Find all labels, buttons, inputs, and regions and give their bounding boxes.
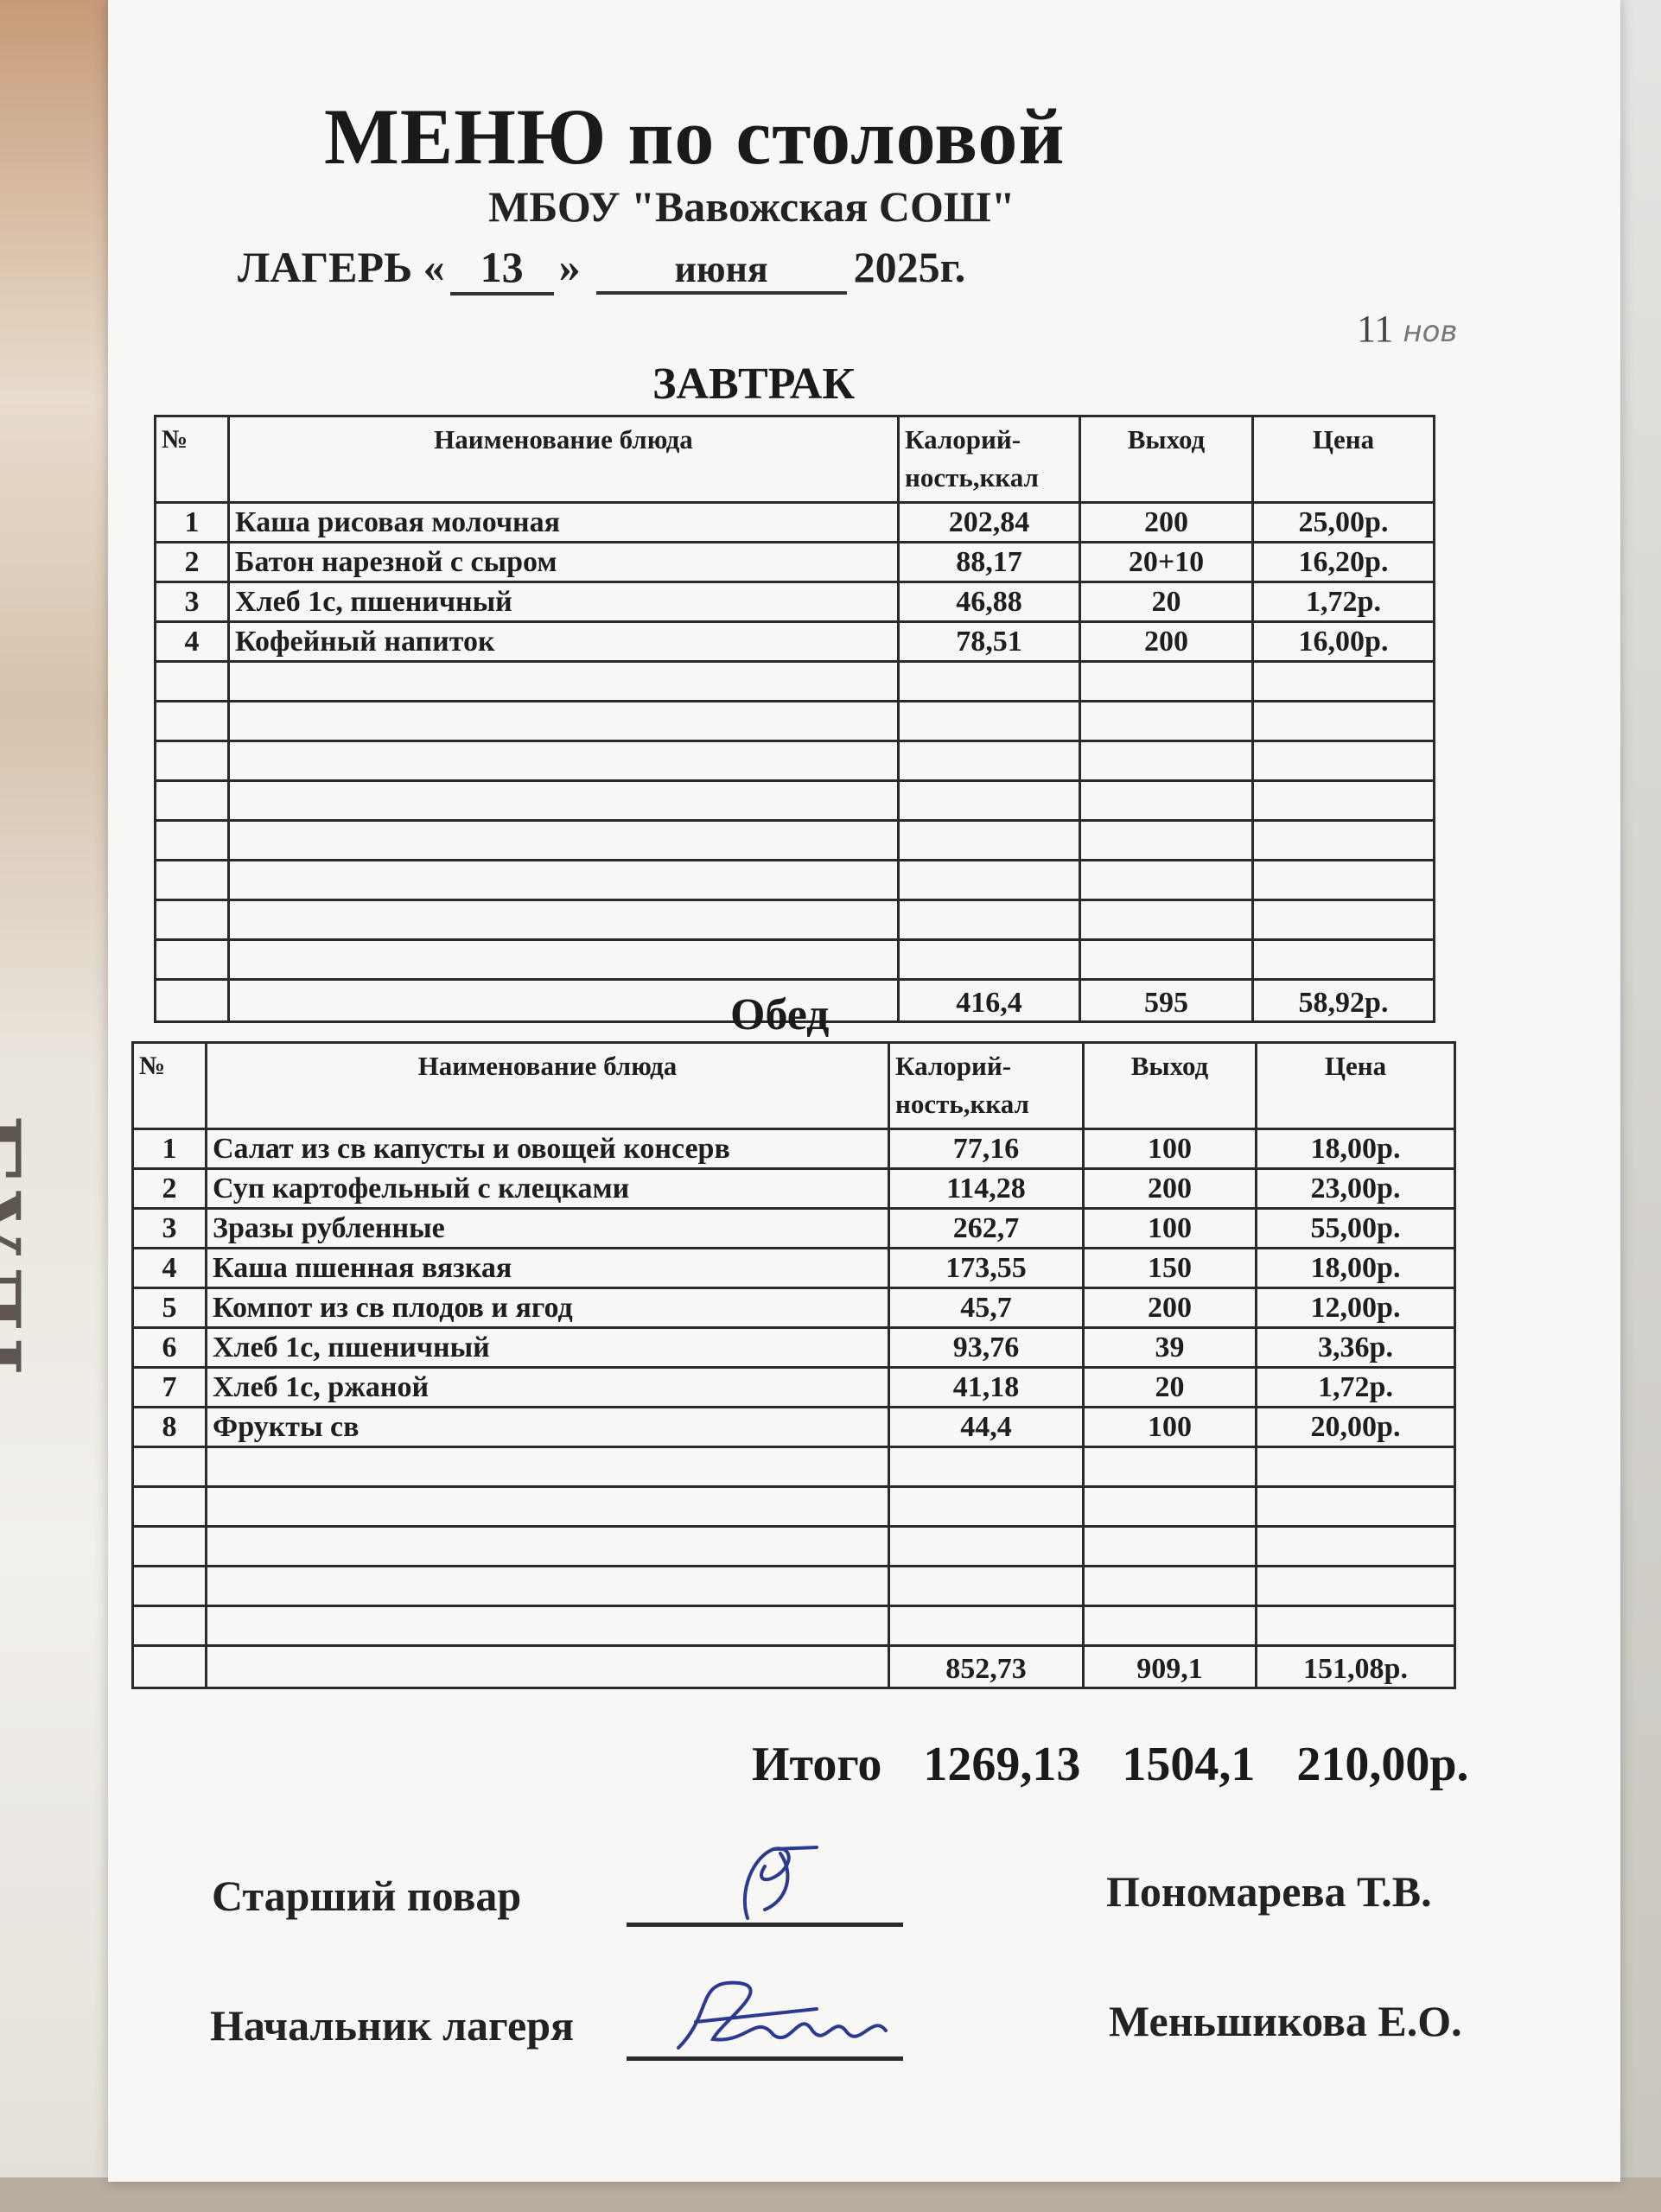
- lunch-title: Обед: [730, 990, 830, 1039]
- page-title: МЕНЮ по столовой: [324, 92, 1066, 181]
- empty-cell: [207, 1606, 889, 1646]
- lunch-table: [131, 1041, 1456, 1689]
- total-calories: 416,4: [899, 980, 1080, 1022]
- empty-cell: [1253, 702, 1435, 741]
- table-row: [156, 543, 1435, 582]
- empty-cell: [1084, 1567, 1257, 1606]
- cell-output: 20: [1080, 582, 1253, 622]
- empty-cell: [156, 821, 229, 861]
- cell-name: Хлеб 1с, ржаной: [207, 1368, 889, 1408]
- cell-price: 23,00р.: [1257, 1169, 1455, 1209]
- empty-cell: [229, 861, 899, 900]
- empty-cell: [156, 662, 229, 702]
- empty-cell: [229, 702, 899, 741]
- cell-price: 20,00р.: [1257, 1408, 1455, 1447]
- empty-cell: [133, 1606, 207, 1646]
- empty-cell: [899, 662, 1080, 702]
- cell-name: Зразы рубленные: [207, 1209, 889, 1249]
- cell-output: 200: [1084, 1169, 1257, 1209]
- cell-num: 1: [133, 1129, 207, 1169]
- empty-cell: [1253, 861, 1435, 900]
- camp-date-line: [238, 242, 965, 296]
- cell-calories: 262,7: [889, 1209, 1084, 1249]
- empty-cell: [1257, 1567, 1455, 1606]
- cell-price: 3,36р.: [1257, 1328, 1455, 1368]
- empty-row: [156, 741, 1435, 781]
- head-name: Меньшикова Е.О.: [1109, 1997, 1462, 2045]
- cell-name: Кофейный напиток: [229, 622, 899, 662]
- cell-price: 1,72р.: [1253, 582, 1435, 622]
- total-empty: [156, 980, 229, 1022]
- page-number: 11: [1357, 308, 1394, 350]
- empty-row: [156, 662, 1435, 702]
- cell-num: 5: [133, 1288, 207, 1328]
- cell-price: 25,00р.: [1253, 503, 1435, 543]
- grand-total-output: 1504,1: [1122, 1738, 1256, 1791]
- cell-output: 20: [1084, 1368, 1257, 1408]
- cell-calories: 202,84: [899, 503, 1080, 543]
- cell-calories: 173,55: [889, 1249, 1084, 1288]
- empty-cell: [1080, 741, 1253, 781]
- empty-cell: [156, 861, 229, 900]
- cell-output: 100: [1084, 1209, 1257, 1249]
- table-row: [156, 503, 1435, 543]
- cell-num: 1: [156, 503, 229, 543]
- cell-num: 8: [133, 1408, 207, 1447]
- empty-row: [133, 1567, 1455, 1606]
- empty-cell: [1084, 1447, 1257, 1487]
- cell-output: 100: [1084, 1129, 1257, 1169]
- table-row: [133, 1408, 1455, 1447]
- cell-output: 150: [1084, 1249, 1257, 1288]
- cell-calories: 46,88: [899, 582, 1080, 622]
- header-name: Наименование блюда: [207, 1043, 889, 1129]
- cell-calories: 88,17: [899, 543, 1080, 582]
- table-row: [133, 1368, 1455, 1408]
- cell-calories: 77,16: [889, 1129, 1084, 1169]
- cell-name: Хлеб 1с, пшеничный: [229, 582, 899, 622]
- empty-cell: [229, 821, 899, 861]
- camp-label: ЛАГЕРЬ «: [238, 243, 445, 291]
- cell-num: 7: [133, 1368, 207, 1408]
- empty-row: [133, 1447, 1455, 1487]
- empty-cell: [1257, 1487, 1455, 1527]
- empty-row: [156, 781, 1435, 821]
- table-row: [156, 582, 1435, 622]
- breakfast-title: ЗАВТРАК: [652, 359, 856, 409]
- empty-cell: [1080, 702, 1253, 741]
- cell-calories: 44,4: [889, 1408, 1084, 1447]
- lunch-header-row: [133, 1043, 1455, 1129]
- empty-cell: [1080, 662, 1253, 702]
- cell-price: 1,72р.: [1257, 1368, 1455, 1408]
- empty-row: [133, 1527, 1455, 1567]
- header-price: Цена: [1253, 416, 1435, 503]
- empty-cell: [229, 781, 899, 821]
- total-price: 58,92р.: [1253, 980, 1435, 1022]
- empty-cell: [889, 1447, 1084, 1487]
- empty-row: [156, 821, 1435, 861]
- table-row: [133, 1209, 1455, 1249]
- header-calories: Калорий-ность,ккал: [899, 416, 1080, 503]
- camp-year: 2025г.: [853, 243, 966, 291]
- empty-cell: [1253, 741, 1435, 781]
- cell-name: Хлеб 1с, пшеничный: [207, 1328, 889, 1368]
- grand-total-label: Итого: [752, 1738, 882, 1791]
- empty-cell: [1084, 1527, 1257, 1567]
- empty-cell: [1253, 662, 1435, 702]
- grand-total-price: 210,00р.: [1296, 1738, 1469, 1791]
- table-row: [133, 1328, 1455, 1368]
- background-side-text: [0, 1115, 54, 1166]
- empty-cell: [899, 702, 1080, 741]
- cell-price: 16,20р.: [1253, 543, 1435, 582]
- empty-cell: [1080, 940, 1253, 980]
- empty-cell: [1253, 781, 1435, 821]
- cell-num: 6: [133, 1328, 207, 1368]
- header-name: Наименование блюда: [229, 416, 899, 503]
- camp-month: июня: [596, 247, 847, 295]
- empty-row: [133, 1606, 1455, 1646]
- empty-cell: [229, 741, 899, 781]
- cell-calories: 45,7: [889, 1288, 1084, 1328]
- cell-name: Суп картофельный с клецками: [207, 1169, 889, 1209]
- cell-name: Компот из св плодов и ягод: [207, 1288, 889, 1328]
- empty-cell: [1253, 900, 1435, 940]
- empty-cell: [1080, 781, 1253, 821]
- chef-label: Старший повар: [212, 1872, 522, 1920]
- empty-row: [156, 861, 1435, 900]
- empty-cell: [899, 741, 1080, 781]
- grand-total-calories: 1269,13: [923, 1738, 1081, 1791]
- empty-cell: [133, 1447, 207, 1487]
- cell-num: 4: [133, 1249, 207, 1288]
- cell-price: 18,00р.: [1257, 1129, 1455, 1169]
- empty-cell: [1080, 900, 1253, 940]
- grand-total: [752, 1737, 1469, 1792]
- empty-cell: [229, 940, 899, 980]
- empty-row: [156, 940, 1435, 980]
- cell-name: Каша пшенная вязкая: [207, 1249, 889, 1288]
- total-output: 595: [1080, 980, 1253, 1022]
- empty-cell: [1257, 1447, 1455, 1487]
- cell-num: 3: [133, 1209, 207, 1249]
- empty-cell: [899, 781, 1080, 821]
- header-price: Цена: [1257, 1043, 1455, 1129]
- cell-output: 100: [1084, 1408, 1257, 1447]
- header-output: Выход: [1084, 1043, 1257, 1129]
- cell-price: 18,00р.: [1257, 1249, 1455, 1288]
- head-signature-icon: [661, 1961, 920, 2065]
- cell-calories: 78,51: [899, 622, 1080, 662]
- empty-cell: [133, 1527, 207, 1567]
- empty-cell: [889, 1527, 1084, 1567]
- empty-cell: [156, 940, 229, 980]
- cell-calories: 93,76: [889, 1328, 1084, 1368]
- cell-output: 20+10: [1080, 543, 1253, 582]
- total-output: 909,1: [1084, 1646, 1257, 1688]
- empty-cell: [156, 781, 229, 821]
- table-row: [133, 1169, 1455, 1209]
- total-empty: [207, 1646, 889, 1688]
- table-row: [156, 622, 1435, 662]
- cell-name: Каша рисовая молочная: [229, 503, 899, 543]
- cell-output: 200: [1084, 1288, 1257, 1328]
- chef-signature-line: [627, 1923, 903, 1927]
- empty-cell: [207, 1527, 889, 1567]
- school-name: МБОУ "Вавожская СОШ": [488, 182, 1015, 231]
- empty-cell: [207, 1567, 889, 1606]
- camp-day: 13: [450, 242, 554, 296]
- empty-cell: [1084, 1606, 1257, 1646]
- header-output: Выход: [1080, 416, 1253, 503]
- cell-name: Салат из св капусты и овощей консерв: [207, 1129, 889, 1169]
- cell-name: Фрукты св: [207, 1408, 889, 1447]
- cell-output: 39: [1084, 1328, 1257, 1368]
- cell-num: 2: [133, 1169, 207, 1209]
- breakfast-header-row: [156, 416, 1435, 503]
- empty-cell: [156, 702, 229, 741]
- empty-cell: [1084, 1487, 1257, 1527]
- empty-cell: [889, 1606, 1084, 1646]
- menu-paper: [108, 0, 1620, 2182]
- table-row: [133, 1249, 1455, 1288]
- cell-price: 55,00р.: [1257, 1209, 1455, 1249]
- empty-cell: [156, 900, 229, 940]
- cell-num: 2: [156, 543, 229, 582]
- header-num: №: [156, 416, 229, 503]
- chef-name: Пономарева Т.В.: [1106, 1867, 1432, 1916]
- background-bottom: [0, 2177, 1661, 2212]
- empty-cell: [899, 940, 1080, 980]
- handwritten-note: нов: [1403, 315, 1458, 349]
- empty-cell: [156, 741, 229, 781]
- empty-cell: [1080, 821, 1253, 861]
- empty-cell: [229, 662, 899, 702]
- total-row: [133, 1646, 1455, 1688]
- empty-row: [133, 1487, 1455, 1527]
- empty-cell: [1257, 1527, 1455, 1567]
- empty-cell: [229, 900, 899, 940]
- empty-cell: [889, 1567, 1084, 1606]
- cell-output: 200: [1080, 622, 1253, 662]
- empty-cell: [1253, 821, 1435, 861]
- cell-name: Батон нарезной с сыром: [229, 543, 899, 582]
- page-note: [1357, 307, 1457, 351]
- cell-calories: 41,18: [889, 1368, 1084, 1408]
- chef-signature-icon: [713, 1840, 869, 1927]
- header-num: №: [133, 1043, 207, 1129]
- cell-num: 4: [156, 622, 229, 662]
- empty-cell: [899, 900, 1080, 940]
- empty-cell: [207, 1487, 889, 1527]
- total-calories: 852,73: [889, 1646, 1084, 1688]
- head-signature-line: [627, 2056, 903, 2061]
- header-calories: Калорий-ность,ккал: [889, 1043, 1084, 1129]
- empty-cell: [899, 821, 1080, 861]
- empty-cell: [1257, 1606, 1455, 1646]
- empty-cell: [133, 1487, 207, 1527]
- table-row: [133, 1288, 1455, 1328]
- empty-cell: [889, 1487, 1084, 1527]
- quote-close: »: [558, 243, 581, 291]
- total-empty: [133, 1646, 207, 1688]
- empty-cell: [1253, 940, 1435, 980]
- cell-num: 3: [156, 582, 229, 622]
- breakfast-table: [154, 415, 1435, 1023]
- table-row: [133, 1129, 1455, 1169]
- cell-output: 200: [1080, 503, 1253, 543]
- cell-calories: 114,28: [889, 1169, 1084, 1209]
- empty-cell: [1080, 861, 1253, 900]
- head-label: Начальник лагеря: [210, 2001, 575, 2050]
- empty-row: [156, 702, 1435, 741]
- empty-row: [156, 900, 1435, 940]
- cell-price: 12,00р.: [1257, 1288, 1455, 1328]
- total-price: 151,08р.: [1257, 1646, 1455, 1688]
- empty-cell: [133, 1567, 207, 1606]
- empty-cell: [899, 861, 1080, 900]
- empty-cell: [207, 1447, 889, 1487]
- cell-price: 16,00р.: [1253, 622, 1435, 662]
